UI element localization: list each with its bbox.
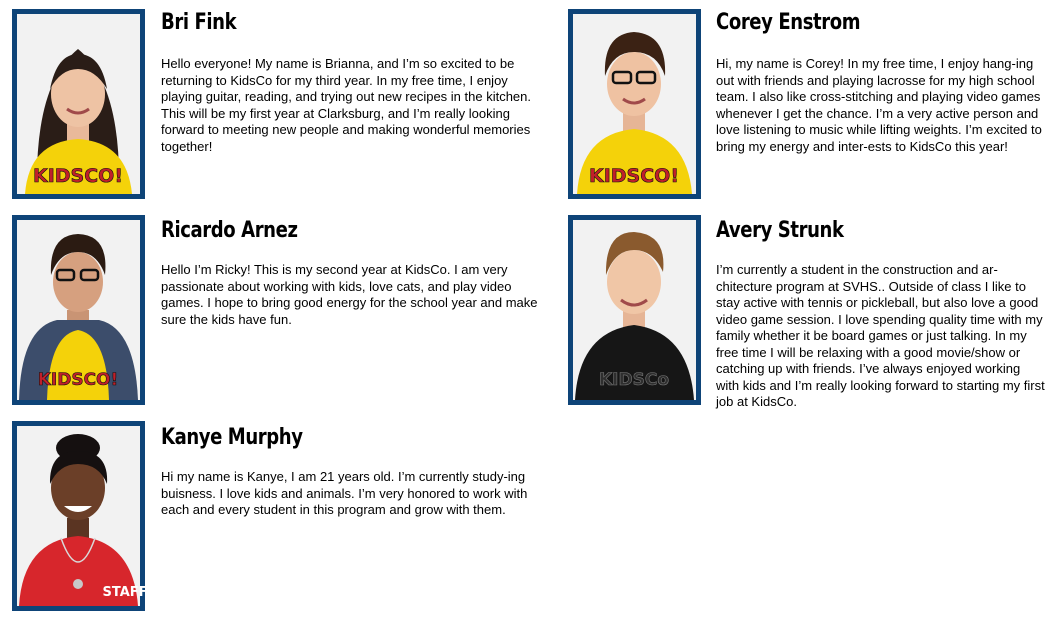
staff-bio: Hi my name is Kanye, I am 21 years old. I’m currently study-ing buisness. I love kids and animals. I’m very honored to work with each and every student in this program and grow with them.	[161, 469, 528, 517]
staff-photo	[12, 9, 145, 199]
shirt-logo: KIDSCO!	[32, 165, 124, 187]
staff-photo	[568, 215, 701, 405]
person-photo	[573, 14, 696, 194]
staff-photo	[12, 421, 148, 611]
staff-photo	[568, 9, 701, 199]
shirt-logo: KIDSCo	[598, 370, 670, 390]
staff-name: Ricardo Arnez	[161, 218, 298, 243]
staff-name: Corey Enstrom	[716, 10, 861, 35]
staff-name: Bri Fink	[161, 10, 237, 35]
person-photo	[17, 14, 140, 194]
shirt-logo: STAFF	[102, 585, 148, 600]
staff-name: Kanye Murphy	[161, 425, 303, 450]
person-photo	[17, 426, 148, 606]
staff-bio: Hello I’m Ricky! This is my second year at KidsCo. I am very passionate about working with kids, love cats, and play video games. I hope to bring good energy for the school year and make sure the kids have fun.	[161, 262, 538, 327]
shirt-logo: KIDSCO!	[588, 165, 680, 187]
staff-bio: Hello everyone! My name is Brianna, and I’m so excited to be returning to KidsCo for my third year. In my free time, I enjoy playing guitar, reading, and trying out new recipes in the kitchen. This will be my first year at Clarksburg, and I’m really looking forward to meeting new people and making wonderful memories together!	[161, 56, 532, 154]
staff-bio: Hi, my name is Corey! In my free time, I enjoy hang-ing out with friends and playing lacrosse for my high school team. I also like cross-stitching and playing video games whenever I get the chance. I’m a very active person and love listening to music while lifting weights. I’m excited to bring my energy and inter-ests to KidsCo this year!	[716, 56, 1042, 154]
staff-name: Avery Strunk	[716, 218, 844, 243]
shirt-logo: KIDSCO!	[37, 370, 119, 390]
staff-photo	[12, 215, 145, 405]
person-photo	[17, 220, 140, 400]
staff-bio: I’m currently a student in the construction and ar-chitecture program at SVHS.. Outside of class I like to stay active with tennis or pickleball, but also love a good video game session. I love spending quality time with my family whether it be board games or just talking. In my free time I will be relaxing with a good movie/show or catching up with friends. I’ve always enjoyed working with kids and I’m really looking forward to starting my first job at KidsCo.	[716, 262, 1045, 409]
person-photo	[573, 220, 696, 400]
